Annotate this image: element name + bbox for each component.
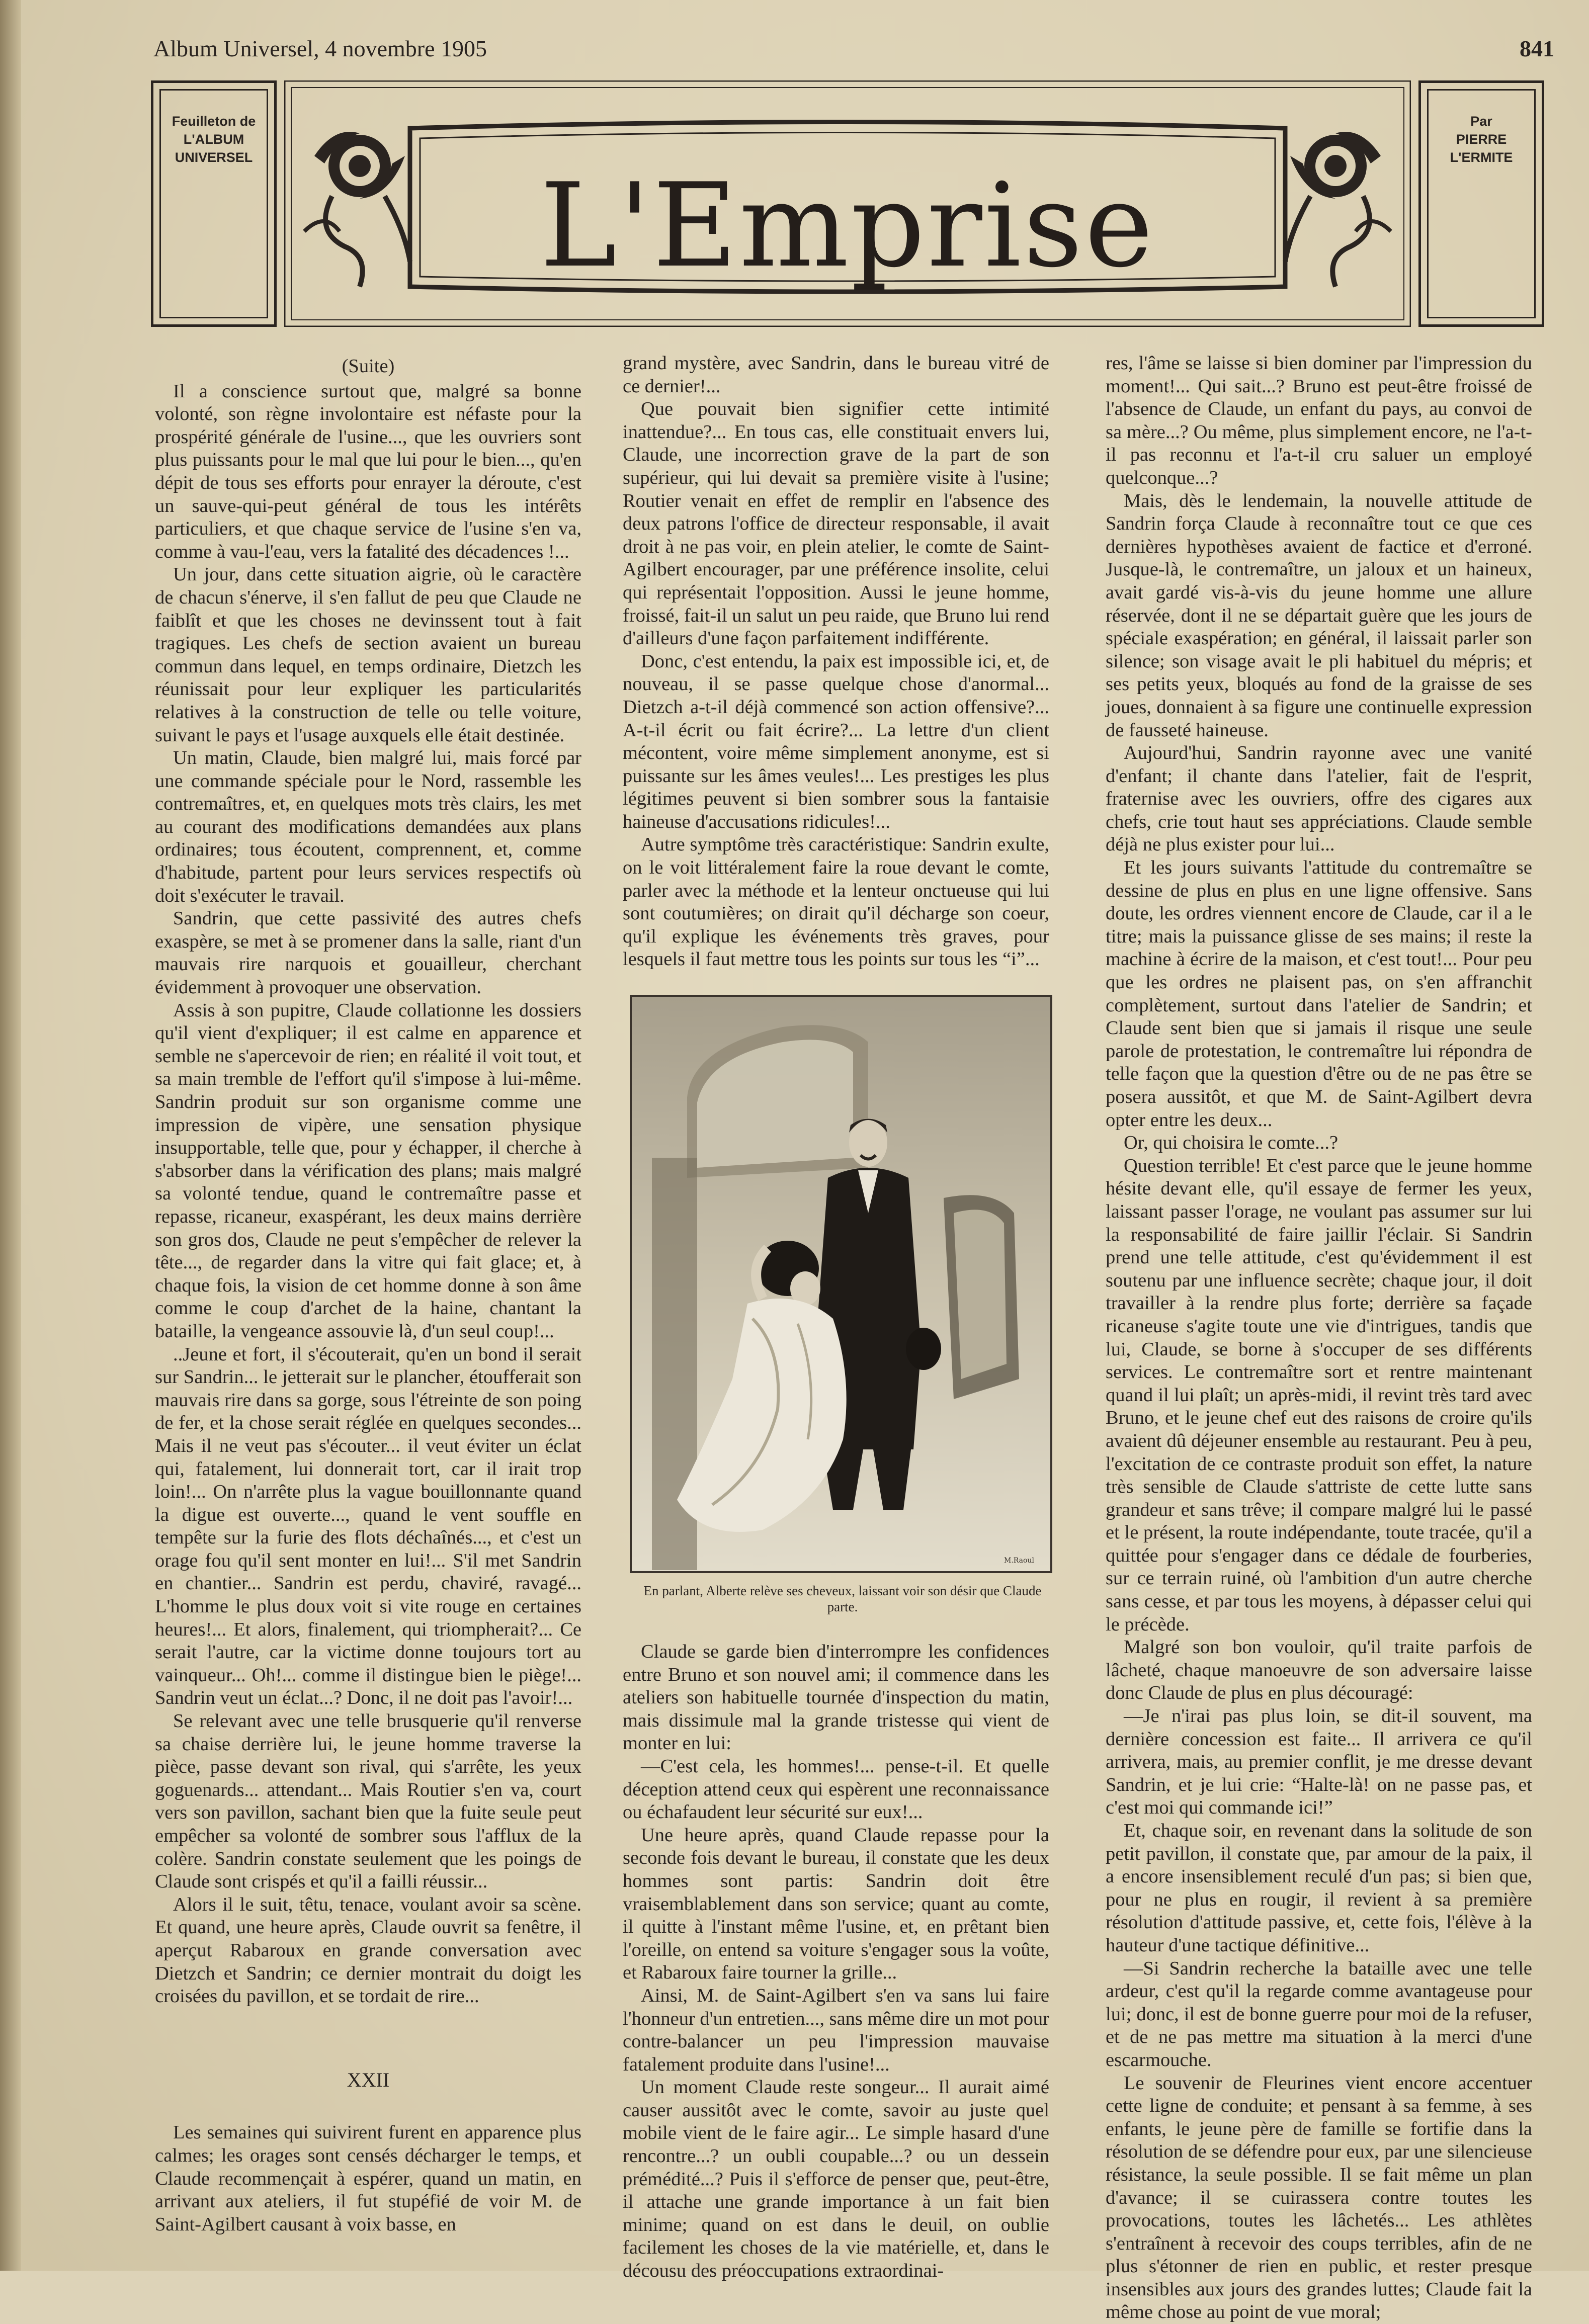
feuilleton-title: L'Emprise <box>540 159 1155 293</box>
paragraph: ..Jeune et fort, il s'écouterait, qu'en un bond il serait sur Sandrin... le jetterait sur le plancher, étoufferait son mauvais rire dans sa gorge, sous l'étreinte de son poing de fer, et la chose serait réglée en quelques secondes... Mais il ne veut pas s'écouter... il veut éviter un éclat qui, fatalement, lui donnerait tort, car il irait trop loin!... On n'arrête plus la vague bouillonnante quand la digue est ouverte..., quand le vent souffle en tempête sur la furie des flots déchaînés..., et c'est un orage fou qu'il sent monter en lui!... S'il met Sandrin en chantier... Sandrin est perdu, chaviré, ravagé... L'homme le plus doux voit si vite rouge en certaines heures!... Et alors, finalement, qui triompherait?... Ce serait l'autre, car la victime donne toujours tort au vainqueur... Oh!... comme il distingue bien le piège!... Sandrin veut un éclat...? Donc, il ne doit pas l'avoir!... <box>155 1343 581 1709</box>
text-column-1 <box>155 352 581 2236</box>
author-box <box>1418 80 1544 327</box>
publication-line: Album Universel, 4 novembre 1905 <box>153 36 487 61</box>
paragraph: Le souvenir de Fleurines vient encore accentuer cette ligne de conduite; et pensant à sa femme, à ses enfants, le jeune père de famille se fortifie dans la résolution de se défendre pour eux, par une silencieuse résistance, la seule possible. Il se fait même un plan d'avance; il se cuirassera contre toutes les provocations, toutes les lâchetés... Les athlètes s'entraînent à recevoir des coups terribles, afin de ne plus s'étonner de rien en public, et rester presque insensibles aux jours des grandes luttes; Claude fait la même chose au point de vue moral; <box>1106 2072 1532 2323</box>
author-line: Par <box>1470 114 1492 129</box>
paragraph: Et, chaque soir, en revenant dans la solitude de son petit pavillon, il constate que, par amour de la paix, il a encore insensiblement reculé d'un pas; si bien que, pour ne plus en rougir, il revient à sa première résolution d'attitude passive, et, cette fois, l'élève à la hauteur d'une tactique définitive... <box>1106 1820 1532 1956</box>
engraving-illustration <box>630 995 1052 1573</box>
text-column-2-bottom <box>623 1641 1049 2283</box>
running-head <box>153 35 1554 70</box>
feuilleton-line: L'ALBUM <box>183 132 244 147</box>
paragraph: Se relevant avec une telle brusquerie qu'il renverse sa chaise derrière lui, le jeune homme traverse la pièce, passe devant son rival, qui s'arrête, les yeux goguenards... attendant... Mais Routier s'en va, court vers son pavillon, sachant bien que la fuite seule peut empêcher sa volonté de sombrer sous l'afflux de la colère. Sandrin constate seulement que les poings de Claude sont crispés et qu'il a failli réussir... <box>155 1710 581 1892</box>
paragraph: —C'est cela, les hommes!... pense-t-il. Et quelle déception attend ceux qui espèrent une reconnaissance ou échafaudent leur sécurité sur eux!... <box>623 1755 1049 1823</box>
chapter-heading: XXII <box>347 2068 390 2091</box>
paragraph: Sandrin, que cette passivité des autres chefs exaspère, se met à se promener dans la salle, riant d'un mauvais rire narquois et gouailleur, cherchant évidemment à provoquer une observation. <box>155 908 581 998</box>
masthead <box>151 80 1544 332</box>
paragraph: —Si Sandrin recherche la bataille avec une telle ardeur, c'est qu'il la regarde comme avantageuse pour lui; donc, il est de bonne guerre pour moi de la refuser, et de ne pas mettre ma situation à la merci d'une escarmouche. <box>1106 1957 1532 2071</box>
paragraph: Claude se garde bien d'interrompre les confidences entre Bruno et son nouvel ami; il commence dans les ateliers son habituelle tournée d'inspection du matin, mais dissimule mal la grande tristesse qui vient de monter en lui: <box>623 1641 1049 1754</box>
title-ornament-frame <box>284 80 1411 327</box>
paragraph: Alors il le suit, têtu, tenace, voulant avoir sa scène. Et quand, une heure après, Claude ouvrit sa fenêtre, il aperçut Rabaroux en grande conversation avec Dietzch et Sandrin; ce dernier montrait du doigt les croisées du pavillon, et se tordait de rire... <box>155 1893 581 2007</box>
paragraph: Une heure après, quand Claude repasse pour la seconde fois devant le bureau, il constate que les deux hommes sont partis: Sandrin doit être vraisemblablement dans son service; quant au comte, il quitte à l'instant même l'usine, et, en prêtant bien l'oreille, on entend sa voiture s'engager sous la voûte, et Rabaroux faire tourner la grille... <box>623 1824 1049 1984</box>
paragraph: Un jour, dans cette situation aigrie, où le caractère de chacun s'énerve, il s'en fallut de peu que Claude ne faiblît et que les choses ne devinssent tout à fait tragiques. Les chefs de section avaient un bureau commun dans lequel, en temps ordinaire, Dietzch les réunissait pour leur expliquer les particularités relatives à la construction de telle ou telle voiture, suivant le pays et l'usage auxquels elle était destinée. <box>155 564 581 746</box>
text-column-3 <box>1106 352 1532 2324</box>
paragraph: Les semaines qui suivirent furent en apparence plus calmes; les orages sont censés décharger le temps, et Claude recommençait à espérer, quand un matin, en arrivant aux ateliers, il fut stupéfié de voir M. de Saint-Agilbert causant à voix basse, en <box>155 2122 581 2235</box>
author-line: PIERRE <box>1456 132 1507 147</box>
paragraph: Ainsi, M. de Saint-Agilbert s'en va sans lui faire l'honneur d'un entretien..., sans même dire un mot pour contre-balancer un peu l'impression mauvaise fatalement produite dans l'usine!... <box>623 1985 1049 2075</box>
author-line: L'ERMITE <box>1450 150 1513 165</box>
paragraph: Un matin, Claude, bien malgré lui, mais forcé par une commande spéciale pour le Nord, rassemble les contremaîtres, et, en quelques mots très clairs, les met au courant des modifications demandées aux plans ordinaires; tous écoutent, comprennent, et, comme d'habitude, partent pour leurs services respectifs où doit s'exécuter le travail. <box>155 747 581 906</box>
paragraph: Et les jours suivants l'attitude du contremaître se dessine de plus en plus en une ligne offensive. Sans doute, les ordres viennent encore de Claude, car il a le titre; mais la puissance glisse de ses mains; il reste la machine à écrire de la maison, et c'est tout!... Pour peu que les ordres ne plaisent pas, on s'en affranchit complètement, surtout dans l'atelier de Sandrin; et Claude sent bien que si jamais il risque une seule parole de protestation, le contremaître lui répondra de telle façon que la question d'être ou de ne pas être se posera aussitôt, et que M. de Saint-Agilbert devra opter entre les deux... <box>1106 857 1532 1131</box>
text-column-2-top <box>623 352 1049 971</box>
paragraph: —Je n'irai pas plus loin, se dit-il souvent, ma dernière concession est faite... Il arrivera ce qu'il arrivera, mais, au premier conflit, je me dresse devant Sandrin, et je lui crie: “Halte-là! on ne passe pas, et c'est moi qui commande ici!” <box>1106 1705 1532 1819</box>
paragraph: Assis à son pupitre, Claude collationne les dossiers qu'il vient d'expliquer; il est calme en apparence et semble ne s'apercevoir de rien; en réalité il voit tout, et sa main tremble de l'effort qu'il s'impose à lui-même. Sandrin produit sur son organisme comme une impression de vipère, une sensation physique insupportable, telle que, pour y échapper, il cherche à s'absorber dans la vérification des plans; mais malgré sa volonté tendue, quand le contremaître passe et repasse, ricaneur, exaspérant, les deux mains derrière son gros dos, Claude ne peut s'empêcher de relever la tête..., de regarder dans la vitre qui fait glace; et, à chaque fois, la vision de cet homme donne à son âme comme le coup d'archet de la haine, chantant la bataille, la vengeance assouvie là, d'un seul coup!... <box>155 999 581 1342</box>
paragraph: Aujourd'hui, Sandrin rayonne avec une vanité d'enfant; il chante dans l'atelier, fait de l'esprit, fraternise avec les ouvriers, offre des cigares aux chefs, crie tout haut ses appréciations. Claude semble déjà ne plus exister pour lui... <box>1106 742 1532 855</box>
paragraph: Mais, dès le lendemain, la nouvelle attitude de Sandrin força Claude à reconnaître tout ce que ces dernières hypothèses avaient de factice et d'erroné. Jusque-là, le contremaître, un jaloux et un haineux, avait gardé vis-à-vis du jeune homme une allure réservée, dont il ne se départait guère que les jours de spéciale exaspération; en général, il laissait parler son silence; son visage avait le pli habituel du mépris; et ses petits yeux, bloqués au fond de la graisse de ses joues, donnaient à sa figure une continuelle expression de fausseté haineuse. <box>1106 490 1532 741</box>
paragraph: Question terrible! Et c'est parce que le jeune homme hésite devant elle, qu'il essaye de fermer les yeux, laissant passer l'orage, ne voulant pas assumer sur lui la responsabilité de faire jaillir l'éclair. Si Sandrin prend une telle attitude, c'est qu'évidemment il est soutenu par une influence secrète; chaque jour, il doit travailler à la rendre plus forte; derrière sa façade ricaneuse s'agite toute une vie d'intrigues, tandis que lui, Claude, se borne à s'occuper de ses différents services. Le contremaître sort et rentre maintenant quand il lui plaît; un après-midi, il revint très tard avec Bruno, et le jeune chef eut des raisons de croire qu'ils avaient dû déjeuner ensemble au restaurant. Peu à peu, l'excitation de ce contraste produit son effet, la nature très sensible de Claude s'attriste de cette lutte sans grandeur et sans trêve; il compare malgré lui le passé et le présent, la route indépendante, toute tracée, qu'il a quittée pour s'engager dans ce dédale de fourberies, sur ce terrain ruiné, où l'ambition d'un autre cherche sans cesse, et par tous les moyens, à dépasser celui qui le précède. <box>1106 1155 1532 1635</box>
paragraph: Malgré son bon vouloir, qu'il traite parfois de lâcheté, chaque manoeuvre de son adversaire laisse donc Claude de plus en plus découragé: <box>1106 1637 1532 1704</box>
paragraph: Un moment Claude reste songeur... Il aurait aimé causer aussitôt avec le comte, savoir au juste quel mobile vient de le faire agir... Le simple hasard d'une rencontre...? un oubli coupable...? ou un dessein prémédité...? Puis il s'efforce de penser que, peut-être, il attache une grande importance à un fait bien minime; quand on est dans le deuil, on oublie facilement les choses de la vie matérielle, et, dans le décousu des préoccupations extraordinai- <box>623 2077 1049 2282</box>
feuilleton-line: Feuilleton de <box>172 114 256 129</box>
paragraph: Que pouvait bien signifier cette intimité inattendue?... En tous cas, elle constituait envers lui, Claude, une incorrection grave de la part de son supérieur, qui lui devait sa première visite à l'usine; Routier venait en effet de remplir en l'absence des deux patrons l'office de directeur responsable, il avait droit à ne pas voir, en plein atelier, le comte de Saint-Agilbert encourager, par une préférence insolite, celui qui représentait l'opposition. Aussi le jeune homme, froissé, fait-il un salut un peu raide, que Bruno lui rend d'ailleurs d'une façon parfaitement indifférente. <box>623 398 1049 649</box>
paragraph: res, l'âme se laisse si bien dominer par l'impression du moment!... Qui sait...? Bruno est peut-être froissé de l'absence de Claude, un enfant du pays, au convoi de sa mère...? Ou même, plus simplement encore, ne l'a-t-il pas reconnu et l'a-t-il cru saluer un employé quelconque...? <box>1106 353 1532 488</box>
illustration-drawing <box>632 997 1050 1571</box>
illustration-caption: En parlant, Alberte relève ses cheveux, laissant voir son désir que Claude parte. <box>643 1583 1042 1614</box>
feuilleton-line: UNIVERSEL <box>175 150 253 165</box>
paragraph: Or, qui choisira le comte...? <box>1124 1132 1339 1154</box>
paragraph: Il a conscience surtout que, malgré sa bonne volonté, son règne involontaire est néfaste pour la prospérité générale de l'usine..., que les ouvriers sont plus puissants pour le mal que lui pour le bien..., qu'en dépit de tous ses efforts pour enrayer la déroute, c'est un sauve-qui-peut général de tous les intérêts particuliers, et que chaque service de l'usine s'en va, comme à vau-l'eau, vers la fatalité des décadences !... <box>155 380 581 562</box>
suite-heading: (Suite) <box>342 356 395 377</box>
paragraph: Autre symptôme très caractéristique: Sandrin exulte, on le voit littéralement faire la roue devant le comte, parler avec la méthode et la lenteur onctueuse qui lui sont coutumières; on dirait qu'il décharge son coeur, qu'il explique les événements très graves, pour lesquels il faut mettre tous les points sur tous les “i”... <box>623 834 1049 970</box>
feuilleton-box <box>151 80 277 327</box>
page-number: 841 <box>1520 36 1554 61</box>
binding-gutter <box>0 0 21 2271</box>
paragraph: Donc, c'est entendu, la paix est impossible ici, et, de nouveau, il se passe quelque chose d'anormal... Dietzch a-t-il déjà commencé son action offensive?... A-t-il écrit ou fait écrire?... La lettre d'un client mécontent, voire même simplement anonyme, est si puissante sur les âmes veules!... Les prestiges les plus légitimes peuvent si bien sombrer sous la fantaisie haineuse d'accusations ridicules!... <box>623 650 1049 832</box>
artist-signature: M.Raoul <box>1004 1557 1034 1565</box>
paragraph: grand mystère, avec Sandrin, dans le bureau vitré de ce dernier!... <box>623 353 1049 397</box>
